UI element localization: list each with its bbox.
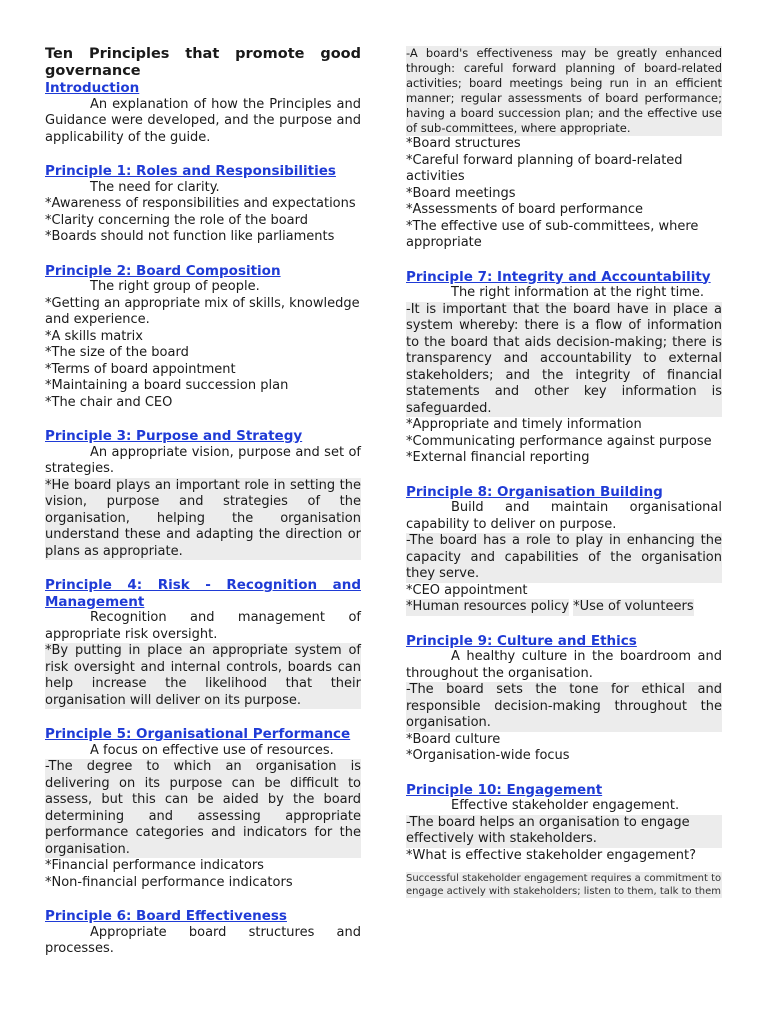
principle-7-item: *External financial reporting [406, 450, 590, 465]
principle-3-link[interactable]: Principle 3: Purpose and Strategy [45, 428, 303, 444]
introduction-link[interactable]: Introduction [45, 80, 140, 96]
principle-6-item: *Assessments of board performance [406, 202, 643, 217]
principle-2-item: *Maintaining a board succession plan [45, 378, 289, 393]
principle-4-summary: Recognition and management of appropriate risk oversight. [45, 610, 361, 642]
principle-6-item: *The effective use of sub-committees, where appropriate [406, 218, 699, 250]
left-column [45, 46, 361, 958]
principle-9-link[interactable]: Principle 9: Culture and Ethics [406, 632, 637, 649]
principle-1-item: *Awareness of responsibilities and expectations [45, 196, 356, 211]
principle-5-link[interactable]: Principle 5: Organisational Performance [45, 726, 351, 742]
principle-10-link[interactable]: Principle 10: Engagement [406, 781, 603, 798]
principle-6-item: *Board meetings [406, 185, 516, 201]
principle-1-link[interactable]: Principle 1: Roles and Responsibilities [45, 163, 336, 179]
principle-10-note: Successful stakeholder engagement requires a commitment to engage actively with stakeholders; listen to them, talk to them [406, 873, 722, 897]
principle-3-summary: An appropriate vision, purpose and set of strategies. [45, 444, 361, 476]
principle-2-item: *Terms of board appointment [45, 361, 236, 377]
principle-8-summary: Build and maintain organisational capability to deliver on purpose. [406, 500, 722, 532]
principle-7-detail: -It is important that the board have in place a system whereby: there is a flow of information to the board that aids decision-making; there is transparency and accountability to external stakeholders; and the integrity of financial statements and other key information is safeguarded. [406, 301, 722, 416]
principle-5-detail: -The degree to which an organisation is delivering on its purpose can be difficult to assess, but this can be aided by the board determining and assessing appropriate performance categories and indicators for the organisation. [45, 759, 361, 857]
right-column [406, 46, 722, 898]
principle-3-detail: *He board plays an important role in setting the vision, purpose and strategies of the organisation, helping the organisation understand these and adapting the direction or plans as appropriate. [45, 477, 361, 559]
principle-6-summary: Appropriate board structures and processes. [45, 924, 361, 956]
principle-2-item: *The chair and CEO [45, 394, 173, 410]
principle-5-summary: A focus on effective use of resources. [90, 742, 334, 758]
principle-9-item: *Organisation-wide focus [406, 748, 570, 763]
principle-2-item: *The size of the board [45, 345, 189, 360]
principle-5-item: *Financial performance indicators [45, 858, 264, 873]
principle-10-question: *What is effective stakeholder engagement? [406, 847, 696, 863]
principle-9-detail: -The board sets the tone for ethical and responsible decision-making throughout the organisation. [406, 682, 722, 730]
principle-7-item: *Communicating performance against purpose [406, 433, 712, 449]
page-title: Ten Principles that promote good governance [45, 46, 361, 79]
principle-7-item: *Appropriate and timely information [406, 417, 642, 432]
principle-1-item: *Boards should not function like parliaments [45, 229, 335, 244]
principle-6-link[interactable]: Principle 6: Board Effectiveness [45, 908, 287, 924]
principle-9-summary: A healthy culture in the boardroom and throughout the organisation. [406, 649, 722, 681]
principle-8-link[interactable]: Principle 8: Organisation Building [406, 483, 663, 500]
principle-9-item: *Board culture [406, 731, 501, 747]
principle-6-item: *Board structures [406, 136, 521, 151]
principle-7-link[interactable]: Principle 7: Integrity and Accountability [406, 268, 711, 285]
principle-2-link[interactable]: Principle 2: Board Composition [45, 262, 281, 279]
principle-8-item: *CEO appointment [406, 582, 528, 598]
principle-8-detail: -The board has a role to play in enhancing the capacity and capabilities of the organisation they serve. [406, 533, 722, 581]
intro-text: An explanation of how the Principles and Guidance were developed, and the purpose and applicability of the guide. [45, 96, 361, 145]
principle-5-item: *Non-financial performance indicators [45, 874, 293, 890]
principle-2-summary: The right group of people. [90, 279, 260, 294]
principle-10-detail: -The board helps an organisation to engage effectively with stakeholders. [406, 815, 722, 848]
principle-1-summary: The need for clarity. [90, 179, 220, 195]
principle-2-item: *A skills matrix [45, 328, 143, 344]
principle-8-item: *Human resources policy [406, 599, 569, 614]
principle-10-summary: Effective stakeholder engagement. [451, 798, 680, 813]
principle-7-summary: The right information at the right time. [451, 285, 704, 300]
principle-1-item: *Clarity concerning the role of the board [45, 212, 309, 228]
principle-6-detail: -A board's effectiveness may be greatly enhanced through: careful forward planning of board-related activities; board meetings being run in an efficient manner; regular assessments of board performance; having a board succession plan; and the effective use of sub-committees, where appropriate. [406, 46, 722, 135]
principle-4-link[interactable]: Principle 4: Risk - Recognition and Management [45, 577, 361, 610]
principle-6-item: *Careful forward planning of board-related activities [406, 152, 683, 184]
principle-4-detail: *By putting in place an appropriate system of risk oversight and internal controls, boards can help increase the likelihood that their organisation will deliver on its purpose. [45, 643, 361, 708]
principle-2-item: *Getting an appropriate mix of skills, knowledge and experience. [45, 295, 360, 327]
principle-8-item: *Use of volunteers [573, 599, 694, 614]
